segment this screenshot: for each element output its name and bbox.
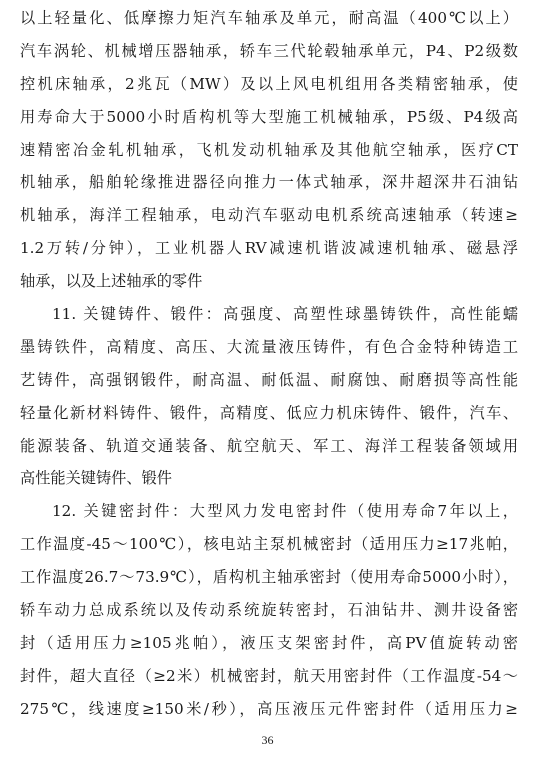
text-line: 能源装备、轨道交通装备、航空航天、军工、海洋工程装备领域用: [20, 436, 518, 455]
text-line: 封件，超大直径（≥2米）机械密封，航天用密封件（工作温度-54～: [20, 666, 518, 685]
page-number: 36: [261, 733, 274, 747]
text-line: 墨铸铁件，高精度、高压、大流量液压铸件，有色合金特种铸造工: [20, 337, 518, 356]
paragraph-12-heading-line: 12. 关键密封件：大型风力发电密封件（使用寿命7年以上，: [52, 502, 518, 521]
text-line: 机轴承，船舶轮缘推进器径向推力一体式轴承，深井超深井石油钻: [20, 173, 518, 192]
text-line: 高性能关键铸件、锻件: [20, 469, 172, 488]
body-text: [20, 2, 518, 726]
text-line: 1.2万转/分钟），工业机器人RV减速机谐波减速机轴承、磁悬浮: [20, 239, 518, 258]
text-line: 控机床轴承，2兆瓦（MW）及以上风电机组用各类精密轴承，使: [20, 74, 518, 93]
text-line: 用寿命大于5000小时盾构机等大型施工机械轴承，P5级、P4级高: [20, 107, 518, 126]
text-line: 机轴承，海洋工程轴承，电动汽车驱动电机系统高速轴承（转速≥: [20, 206, 518, 225]
text-line: 轻量化新材料铸件、锻件，高精度、低应力机床铸件、锻件，汽车、: [20, 403, 518, 422]
text-line: 汽车涡轮、机械增压器轴承，轿车三代轮毂轴承单元，P4、P2级数: [20, 41, 518, 60]
text-line: 工作温度26.7～73.9℃），盾构机主轴承密封（使用寿命5000小时），: [20, 568, 518, 587]
text-line: 艺铸件，高强钢锻件，耐高温、耐低温、耐腐蚀、耐磨损等高性能: [20, 370, 518, 389]
paragraph-11-heading-line: 11. 关键铸件、锻件：高强度、高塑性球墨铸铁件，高性能蠕: [52, 305, 518, 324]
text-line: 工作温度-45～100℃），核电站主泵机械密封（适用压力≥17兆帕，: [20, 535, 518, 554]
text-line: 封（适用压力≥105兆帕），液压支架密封件，高PV值旋转动密: [20, 633, 518, 652]
text-line: 轴承，以及上述轴承的零件: [20, 272, 203, 291]
text-line: 速精密冶金轧机轴承，飞机发动机轴承及其他航空轴承，医疗CT: [20, 140, 518, 159]
text-line: 轿车动力总成系统以及传动系统旋转密封，石油钻井、测井设备密: [20, 601, 518, 620]
text-line: 以上轻量化、低摩擦力矩汽车轴承及单元，耐高温（400℃以上）: [20, 9, 518, 27]
text-line: 275℃，线速度≥150米/秒），高压液压元件密封件（适用压力≥: [20, 699, 518, 718]
